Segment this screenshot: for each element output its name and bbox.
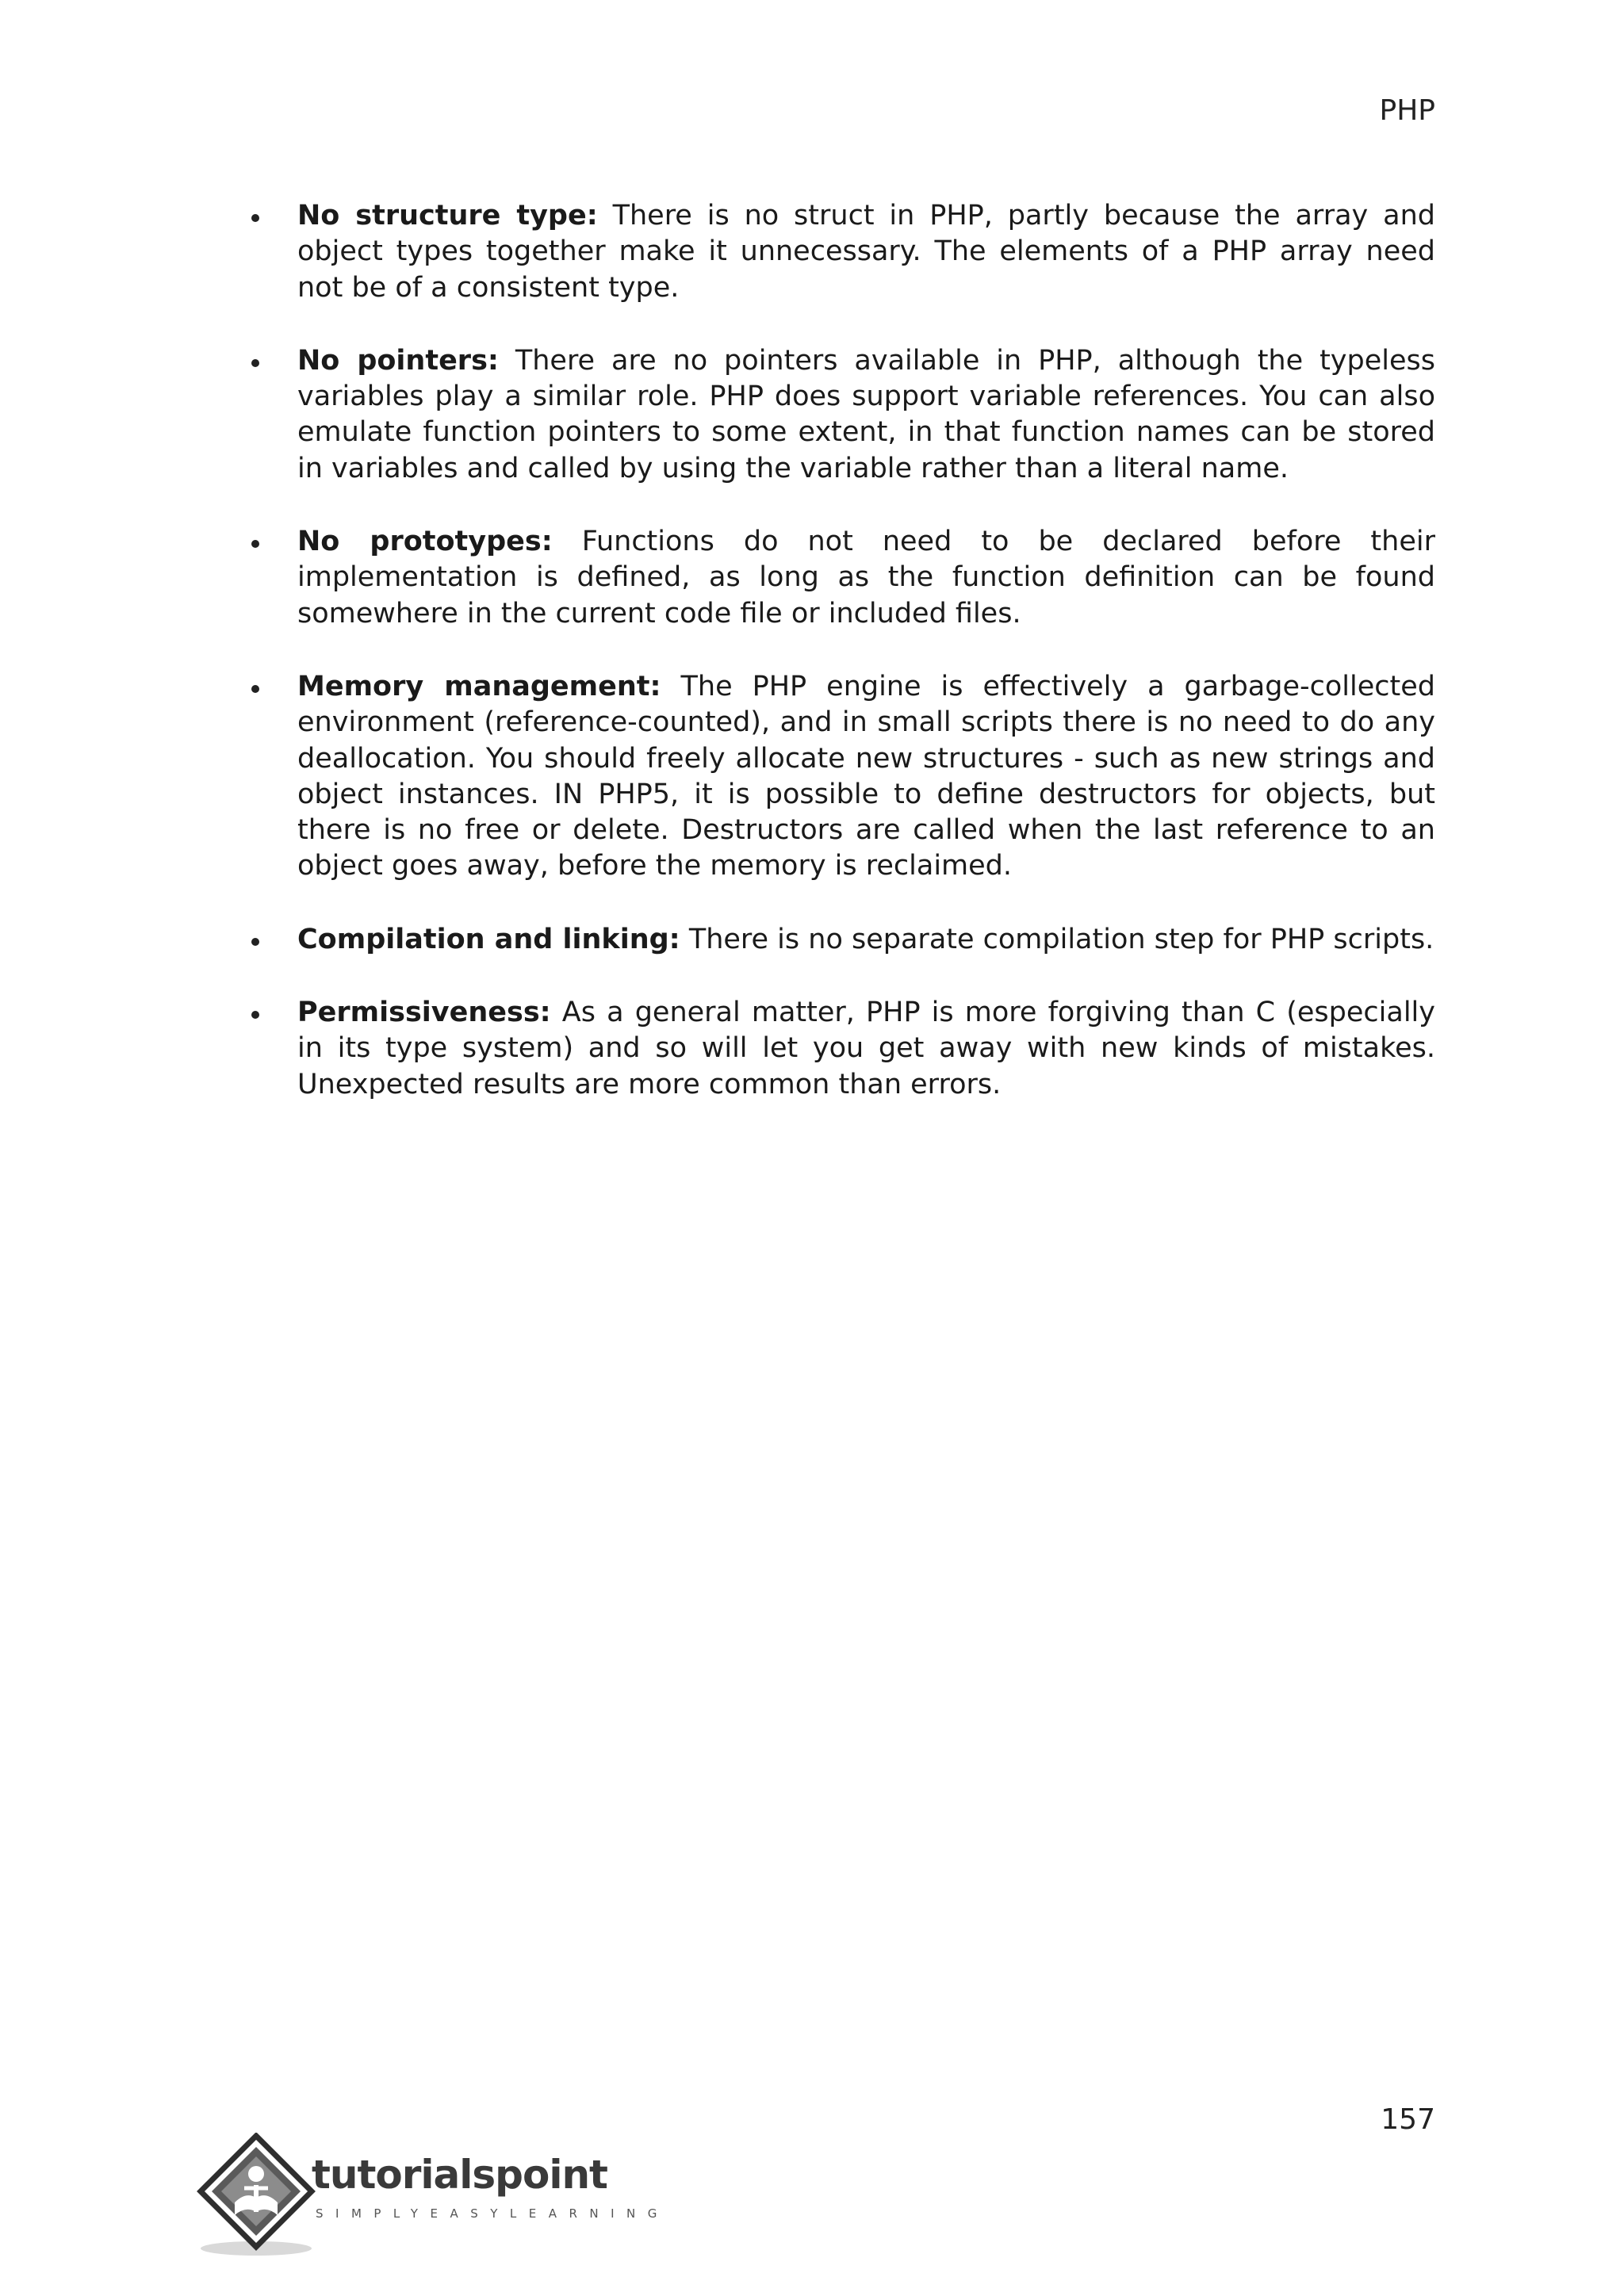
item-term: Compilation and linking: [297, 923, 680, 955]
item-term: No pointers: [297, 344, 499, 377]
item-term: Memory management: [297, 670, 661, 702]
list-item [297, 524, 1435, 632]
running-header: PHP [1379, 94, 1435, 127]
list-item [297, 922, 1435, 958]
list-item [297, 995, 1435, 1103]
bullet-icon [251, 685, 259, 693]
item-term: No structure type: [297, 200, 598, 232]
list-item [297, 198, 1435, 306]
bullet-icon [251, 359, 259, 367]
item-text: There is no struct in PHP, partly because the array and object types together make it unnecessary. The elements of a PHP array need not be of a consistent type. [297, 200, 1435, 304]
list-item [297, 343, 1435, 487]
bullet-icon [251, 938, 259, 946]
page-number: 157 [1381, 2103, 1435, 2136]
tutorialspoint-logo [197, 2133, 669, 2260]
logo-tagline: SIMPLYEASYLEARNING [316, 2206, 669, 2221]
item-term: No prototypes: [297, 526, 553, 558]
logo-emblem-icon [197, 2133, 316, 2260]
bullet-list [0, 198, 1624, 1103]
item-text: As a general matter, PHP is more forgiving than C (especially in its type system) and so will let you get away with new kinds of mistakes. Unexpected results are more common than errors. [297, 997, 1435, 1100]
item-text: There are no pointers available in PHP, although the typeless variables play a similar role. PHP does support variable references. You can also emulate function pointers to some extent, in that function names can be stored in variables and called by using the variable rather than a literal name. [297, 344, 1435, 484]
item-text: The PHP engine is effectively a garbage-collected environment (reference-counted), and in small scripts there is no need to do any deallocation. You should freely allocate new structures - such as new strings and object instances. IN PHP5, it is possible to define destructors for objects, but there is no free or delete. Destructors are called when the last reference to an object goes away, before the memory is reclaimed. [297, 670, 1435, 882]
item-text: There is no separate compilation step for PHP scripts. [688, 923, 1434, 955]
bullet-icon [251, 214, 259, 222]
logo-wordmark: tutorialspoint [312, 2152, 607, 2198]
item-term: Permissiveness: [297, 997, 551, 1029]
list-item [297, 669, 1435, 885]
item-text: Functions do not need to be declared before their implementation is defined, as long as the function definition can be found somewhere in the current code file or included files. [297, 526, 1435, 629]
bullet-icon [251, 540, 259, 548]
bullet-icon [251, 1011, 259, 1019]
